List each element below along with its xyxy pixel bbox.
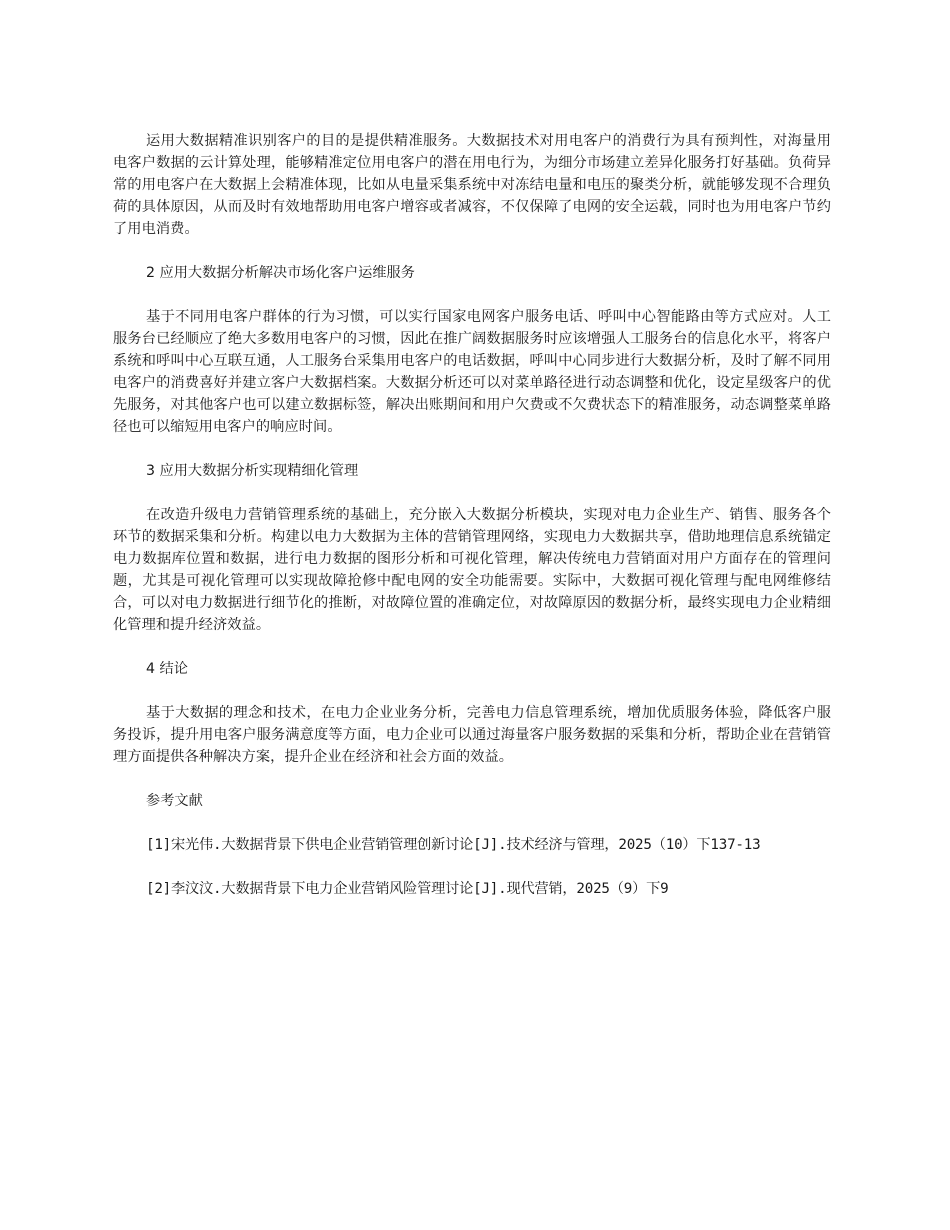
- section-heading-4: 4 结论: [146, 661, 188, 677]
- section-heading-2: 2 应用大数据分析解决市场化客户运维服务: [146, 265, 415, 281]
- document-body: [113, 130, 831, 922]
- body-paragraph-2: 基于不同用电客户群体的行为习惯，可以实行国家电网客户服务电话、呼叫中心智能路由等方式应对。人工服务台已经顺应了绝大多数用电客户的习惯，因此在推广阔数据服务时应该增强人工服务台的信息化水平，将客户系统和呼叫中心互联互通，人工服务台采集用电客户的电话数据，呼叫中心同步进行大数据分析，及时了解不同用电客户的消费喜好并建立客户大数据档案。大数据分析还可以对菜单路径进行动态调整和优化，设定星级客户的优先服务，对其他客户也可以建立数据标签，解决出账期间和用户欠费或不欠费状态下的精准服务，动态调整菜单路径也可以缩短用电客户的响应时间。: [113, 309, 831, 435]
- section-heading-3: 3 应用大数据分析实现精细化管理: [146, 463, 359, 479]
- reference-item-1: [1]宋光伟.大数据背景下供电企业营销管理创新讨论[J].技术经济与管理，2025（10）下137-13: [146, 837, 761, 853]
- body-paragraph-4: 基于大数据的理念和技术，在电力企业业务分析，完善电力信息管理系统，增加优质服务体验，降低客户服务投诉，提升用电客户服务满意度等方面，电力企业可以通过海量客户服务数据的采集和分析，帮助企业在营销管理方面提供各种解决方案，提升企业在经济和社会方面的效益。: [113, 705, 831, 765]
- references-heading: 参考文献: [146, 793, 203, 809]
- reference-item-2: [2]李汶汶.大数据背景下电力企业营销风险管理讨论[J].现代营销，2025（9）下9: [146, 881, 669, 897]
- body-paragraph-1: 运用大数据精准识别客户的目的是提供精准服务。大数据技术对用电客户的消费行为具有预判性，对海量用电客户数据的云计算处理，能够精准定位用电客户的潜在用电行为，为细分市场建立差异化服务打好基础。负荷异常的用电客户在大数据上会精准体现，比如从电量采集系统中对冻结电量和电压的聚类分析，就能够发现不合理负荷的具体原因，从而及时有效地帮助用电客户增容或者减容，不仅保障了电网的安全运载，同时也为用电客户节约了用电消费。: [113, 133, 831, 237]
- body-paragraph-3: 在改造升级电力营销管理系统的基础上，充分嵌入大数据分析模块，实现对电力企业生产、销售、服务各个环节的数据采集和分析。构建以电力大数据为主体的营销管理网络，实现电力大数据共享，借助地理信息系统锚定电力数据库位置和数据，进行电力数据的图形分析和可视化管理，解决传统电力营销面对用户方面存在的管理问题，尤其是可视化管理可以实现故障抢修中配电网的安全功能需要。实际中，大数据可视化管理与配电网维修结合，可以对电力数据进行细节化的推断，对故障位置的准确定位，对故障原因的数据分析，最终实现电力企业精细化管理和提升经济效益。: [113, 507, 831, 633]
